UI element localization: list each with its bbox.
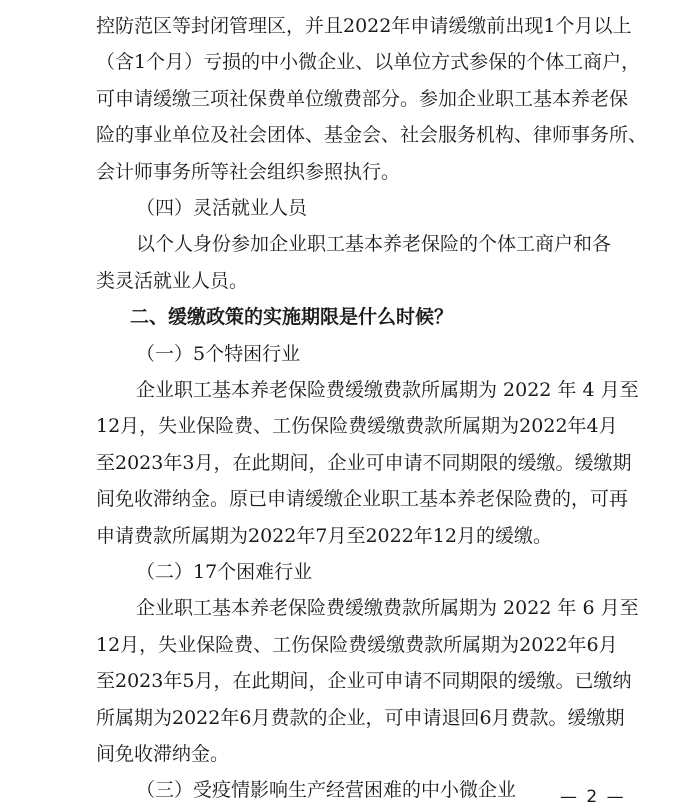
paragraph-line: （含1个月）亏损的中小微企业、以单位方式参保的个体工商户， <box>96 51 641 74</box>
subsection-heading: （一）5个特困行业 <box>136 342 301 365</box>
paragraph-line: 间免收滞纳金。 <box>96 743 230 765</box>
paragraph-line: 间免收滞纳金。原已申请缓缴企业职工基本养老保险费的，可再 <box>96 488 629 511</box>
paragraph-line: 可申请缓缴三项社保费单位缴费部分。参加企业职工基本养老保 <box>96 87 629 110</box>
paragraph-line: 至2023年3月，在此期间，企业可申请不同期限的缓缴。缓缴期 <box>96 451 632 474</box>
paragraph-line: 会计师事务所等社会组织参照执行。 <box>96 160 401 183</box>
paragraph-line: 12月，失业保险费、工伤保险费缓缴费款所属期为2022年6月 <box>96 633 618 656</box>
page-number: — 2 — <box>560 787 626 807</box>
paragraph-line: 所属期为2022年6月费款的企业，可申请退回6月费款。缓缴期 <box>96 706 625 729</box>
paragraph-line: 12月，失业保险费、工伤保险费缓缴费款所属期为2022年4月 <box>96 415 618 438</box>
paragraph-line: 至2023年5月，在此期间，企业可申请不同期限的缓缴。已缴纳 <box>96 670 632 693</box>
section-heading: 二、缓缴政策的实施期限是什么时候？ <box>130 306 454 329</box>
paragraph-line: 以个人身份参加企业职工基本养老保险的个体工商户和各 <box>136 233 612 256</box>
paragraph-line: 申请费款所属期为2022年7月至2022年12月的缓缴。 <box>96 524 552 547</box>
subsection-heading: （三）受疫情影响生产经营困难的中小微企业 <box>136 779 517 802</box>
paragraph-line: 类灵活就业人员。 <box>96 269 249 292</box>
paragraph-line: 险的事业单位及社会团体、基金会、社会服务机构、律师事务所、 <box>96 124 648 147</box>
paragraph-line: 控防范区等封闭管理区，并且2022年申请缓缴前出现1个月以上 <box>96 15 632 37</box>
subsection-heading: （四）灵活就业人员 <box>136 197 308 219</box>
subsection-heading: （二）17个困难行业 <box>136 561 313 583</box>
paragraph-line: 企业职工基本养老保险费缓缴费款所属期为 2022 年 4 月至 <box>136 379 639 401</box>
paragraph-line: 企业职工基本养老保险费缓缴费款所属期为 2022 年 6 月至 <box>136 597 639 620</box>
